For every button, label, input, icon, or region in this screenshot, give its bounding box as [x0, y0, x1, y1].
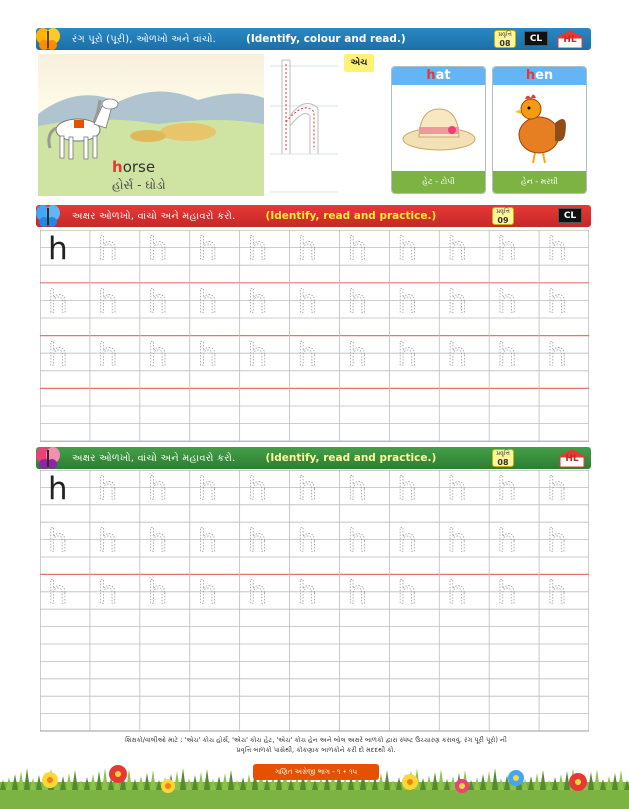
card-hen-title [493, 67, 586, 85]
page-badge-label: પ્રવૃત્તિ [496, 450, 510, 457]
trace-letter: h [147, 336, 168, 373]
trace-letter: h [347, 575, 367, 612]
trace-letter: h [547, 284, 567, 320]
trace-letter: h [247, 231, 268, 268]
trace-letter: h [197, 336, 218, 373]
trace-letter: h [247, 284, 268, 320]
trace-letter: h [547, 231, 567, 268]
page-badge-number: 09 [497, 216, 509, 225]
section3-instruction-gu: અક્ષર ઓળખો, વાંચો અને મહાવરો કરો. [72, 452, 236, 464]
trace-letter: h [48, 470, 68, 507]
trace-letter: h [297, 231, 318, 268]
trace-letter: h [397, 575, 417, 612]
trace-letter: h [297, 284, 318, 320]
card-hen-caption: હેન - મરઘી [493, 171, 586, 193]
trace-letter: h [347, 284, 368, 320]
trace-letter: h [97, 336, 118, 373]
trace-letter: h [447, 284, 468, 320]
trace-letter: h [297, 470, 318, 507]
card-hat [391, 66, 486, 194]
trace-letter: h [297, 336, 318, 373]
letter-name-tag: એચ [344, 54, 374, 72]
trace-letter: h [97, 523, 118, 559]
letter-h-trace-guide [264, 54, 344, 196]
picture-word-first-letter: h [112, 158, 123, 176]
cl-badge: CL [558, 208, 582, 223]
trace-letter: h [247, 470, 268, 507]
hat-icon [392, 85, 486, 169]
butterfly-icon [34, 445, 62, 471]
teacher-note-line2: પ્રવૃત્તિ બાળકો પાસેથી, કોંકણાક બાળકોને કરી દો મદદથી કો. [236, 746, 396, 754]
hl-house-badge [556, 448, 588, 467]
trace-letter: h [197, 575, 218, 612]
trace-letter: h [247, 575, 268, 612]
trace-letter: h [48, 523, 68, 559]
trace-letter: h [497, 470, 517, 507]
butterfly-icon [34, 26, 62, 52]
trace-letter: h [447, 470, 467, 507]
trace-letter: h [447, 575, 467, 612]
trace-letter: h [147, 284, 168, 320]
card-hat-caption: હેટ - ટોપી [392, 171, 485, 193]
teacher-note [26, 735, 606, 755]
trace-letter: h [397, 523, 417, 559]
trace-letter: h [547, 523, 567, 559]
trace-letter: h [347, 523, 367, 559]
butterfly-icon [34, 203, 62, 229]
trace-letter: h [197, 284, 218, 320]
trace-letter: h [347, 336, 368, 373]
trace-letter: h [247, 523, 268, 559]
section1-page-badge [494, 30, 516, 48]
page-badge-number: 08 [497, 458, 509, 467]
trace-letter: h [247, 336, 268, 373]
trace-letter: h [48, 575, 68, 612]
trace-letter: h [497, 575, 517, 612]
section2-header [36, 205, 591, 227]
trace-letter: h [147, 575, 168, 612]
hl-house-badge [554, 29, 586, 48]
trace-letter: h [497, 284, 517, 320]
hl-label: HL [563, 35, 577, 45]
trace-letter: h [97, 231, 118, 268]
trace-letter: h [48, 336, 68, 373]
trace-letter: h [447, 523, 467, 559]
section2-instruction-gu: અક્ષર ઓળખો, વાંચો અને મહાવરો કરો. [72, 210, 236, 222]
trace-letter: h [347, 470, 367, 507]
horse-scene [38, 54, 264, 196]
trace-letter: h [497, 336, 517, 373]
section2-page-badge [492, 207, 514, 225]
picture-word-en [112, 158, 155, 176]
trace-letter: h [297, 575, 318, 612]
card-hat-first-letter: h [426, 68, 436, 83]
card-hen-first-letter: h [525, 68, 536, 83]
trace-letter: h [497, 231, 517, 268]
cl-badge: CL [524, 31, 548, 46]
trace-letter: h [297, 523, 318, 559]
trace-letter: h [97, 284, 118, 320]
practice-grid-1-lines [40, 230, 589, 442]
trace-letter: h [447, 231, 468, 268]
trace-letter: h [547, 575, 567, 612]
trace-letter: h [397, 284, 418, 320]
page-badge-label: પ્રવૃત્તિ [496, 208, 510, 215]
trace-letter: h [197, 470, 218, 507]
practice-grid-2-lines [40, 470, 589, 732]
section1-instruction-en: (Identify, colour and read.) [246, 33, 406, 45]
section1-header [36, 28, 591, 50]
page-badge-label: પ્રવૃત્તિ [498, 31, 512, 38]
trace-letter: h [447, 336, 468, 373]
card-hen [492, 66, 587, 194]
trace-letter: h [48, 284, 68, 320]
trace-letter: h [147, 470, 168, 507]
trace-letter: h [347, 231, 368, 268]
picture-word-rest: orse [122, 158, 156, 176]
trace-letter: h [497, 523, 517, 559]
trace-letter: h [97, 575, 118, 612]
book-page-tag: ગણિત અંગ્રેજી ભાગ - ૧ • ૧૫ [253, 764, 379, 780]
trace-letter: h [547, 470, 567, 507]
big-letter-tracing [264, 54, 344, 196]
hen-icon [493, 85, 587, 169]
section3-page-badge [492, 449, 514, 467]
practice-grid-1 [40, 230, 589, 442]
section2-instruction-en: (Identify, read and practice.) [265, 210, 437, 222]
trace-letter: h [197, 231, 218, 268]
trace-letter: h [197, 523, 218, 559]
section3-instruction-en: (Identify, read and practice.) [265, 452, 437, 464]
trace-letter: h [97, 470, 118, 507]
hl-label: HL [565, 454, 579, 464]
picture-word-gu: હોર્સ - ઘોડો [112, 178, 166, 192]
practice-grid-2 [40, 470, 589, 732]
trace-letter: h [147, 523, 168, 559]
section1-instruction-gu: રંગ પૂરો (પૂરી), ઓળખો અને વાંચો. [72, 33, 217, 45]
card-hat-rest: at [435, 68, 451, 83]
card-hen-rest: en [535, 68, 554, 83]
page-badge-number: 08 [499, 39, 511, 48]
trace-letter: h [397, 336, 418, 373]
trace-letter: h [48, 231, 68, 268]
card-hat-title [392, 67, 485, 85]
section3-header [36, 447, 591, 469]
trace-letter: h [397, 231, 418, 268]
trace-letter: h [397, 470, 417, 507]
trace-letter: h [547, 336, 567, 373]
teacher-note-line1: શિક્ષકો/વાલીઓ માટે : 'એચ' કોચ હોર્સ, 'એચ' કોચ હેટ, 'એચ' કોચ હેન અને બોલ અક્ષરે બાળકો દ્વારા સ્પષ્ટ ઉચ્ચારણ કરાવવું. રંગ પૂરી પૂરો) ની [125, 736, 507, 744]
trace-letter: h [147, 231, 168, 268]
